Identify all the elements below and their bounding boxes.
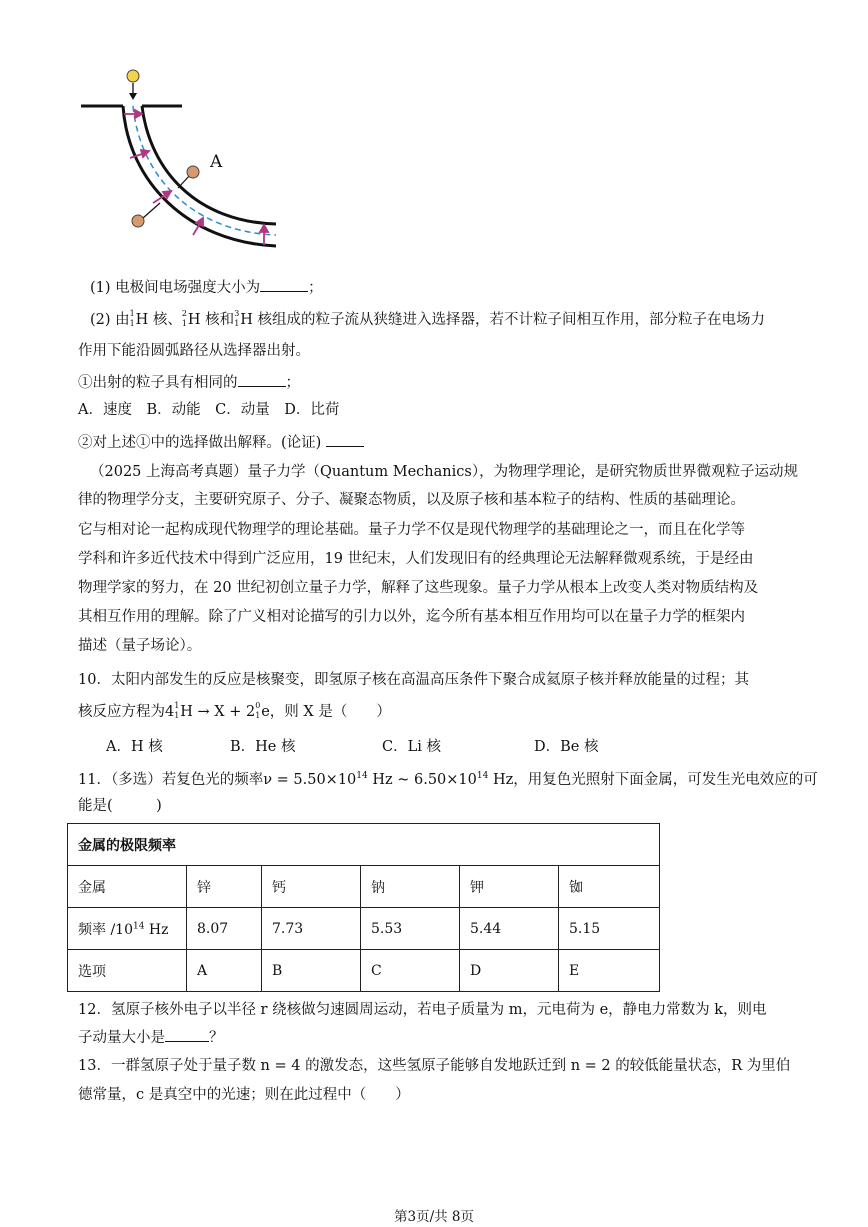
table-row: 频率 $/10^{14}$ Hz 8.07 7.73 5.53 5.44 5.15 <box>68 908 660 950</box>
table-row: 金属 锌 钙 钠 钾 铷 <box>68 866 660 908</box>
q10-line2: 核反应方程为4 1 1 H → X + 2 0 1 e，则 X 是（ ） <box>78 701 391 720</box>
q-part2-line2: 作用下能沿圆弧路径从选择器出射。 <box>78 343 310 359</box>
sub-question-2: ②对上述①中的选择做出解释。(论证) <box>78 432 364 453</box>
passage-line: （2025 上海高考真题）量子力学（Quantum Mechanics），为物理学理论，是研究物质世界微观粒子运动规 <box>90 464 799 480</box>
q11-line1: 11．（多选）若复色光的频率$\nu = 5.50\times 10^{14}$ Hz ~ $6.50\times 10^{14}$ Hz，用复色光照射下面金属，可发生光电效应的可 <box>78 771 818 788</box>
reaction-equation: 4 1 1 H → X + 2 0 1 e <box>165 701 270 720</box>
selector-diagram <box>78 62 288 267</box>
answer-blank-4[interactable] <box>165 1027 209 1042</box>
q11-line2: 能是( ) <box>78 798 162 814</box>
sub-question-1: ①出射的粒子具有相同的 ； <box>78 372 300 393</box>
q10-line1: 10．太阳内部发生的反应是核聚变，即氢原子核在高温高压条件下聚合成氦原子核并释放能量的过程；其 <box>78 672 749 688</box>
passage-line: 律的物理学分支，主要研究原子、分子、凝聚态物质，以及原子核和基本粒子的结构、性质的基础理论。 <box>78 492 745 508</box>
q13-line2: 德常量，c 是真空中的光速；则在此过程中（ ） <box>78 1087 410 1103</box>
table-title: 金属的极限频率 <box>68 824 660 866</box>
passage-line: 物理学家的努力，在 20 世纪初创立量子力学，解释了这些现象。量子力学从根本上改变人类对物质结构及 <box>78 580 759 596</box>
passage-line: 学科和许多近代技术中得到广泛应用，19 世纪末，人们发现旧有的经典理论无法解释微观系统，于是经由 <box>78 551 754 567</box>
answer-blank-1[interactable] <box>260 277 308 292</box>
figure-label-a: A <box>210 152 223 172</box>
q12-line2: 子动量大小是 ？ <box>78 1027 224 1048</box>
q-part1: (1) 电极间电场强度大小为 ； <box>90 277 323 298</box>
isotope-h1: 1 1 <box>129 309 135 328</box>
passage-line: 其相互作用的理解。除了广义相对论描写的引力以外，迄今所有基本相互作用均可以在量子力学的框架内 <box>78 609 745 625</box>
passage-line: 它与相对论一起构成现代物理学的理论基础。量子力学不仅是现代物理学的基础理论之一，而且在化学等 <box>78 522 745 538</box>
sub-question-1-options: A．速度 B．动能 C．动量 D．比荷 <box>78 402 340 418</box>
q10-option-b[interactable]: B．He 核 <box>230 739 296 755</box>
threshold-frequency-table <box>67 823 660 992</box>
q10-option-a[interactable]: A．H 核 <box>106 739 163 755</box>
table-row: 选项 A B C D E <box>68 950 660 992</box>
isotope-h3: 3 1 <box>234 309 240 328</box>
answer-blank-3[interactable] <box>326 432 364 447</box>
q10-option-c[interactable]: C．Li 核 <box>382 739 441 755</box>
isotope-h2: 2 1 <box>181 309 188 328</box>
q10-option-d[interactable]: D．Be 核 <box>534 739 599 755</box>
q-part2-line1: (2) 由 1 1 H 核、 2 1 H 核和 3 1 H 核组成的粒子流从狭缝进入选择器，若不计粒子间相互作用，部分粒子在电场力 <box>90 309 765 328</box>
answer-blank-2[interactable] <box>238 372 286 387</box>
passage-line: 描述（量子场论）。 <box>78 638 202 654</box>
frequency-range: $\nu = 5.50\times 10^{14}$ Hz ~ $6.50\times 10^{14}$ Hz <box>263 771 514 788</box>
q13-line1: 13．一群氢原子处于量子数 n = 4 的激发态，这些氢原子能够自发地跃迁到 n = 2 的较低能量状态，R 为里伯 <box>78 1058 791 1074</box>
page-number: 第3页/共 8页 <box>393 1209 475 1225</box>
q12-line1: 12．氢原子核外电子以半径 r 绕核做匀速圆周运动，若电子质量为 m，元电荷为 e，静电力常数为 k，则电 <box>78 1002 767 1018</box>
